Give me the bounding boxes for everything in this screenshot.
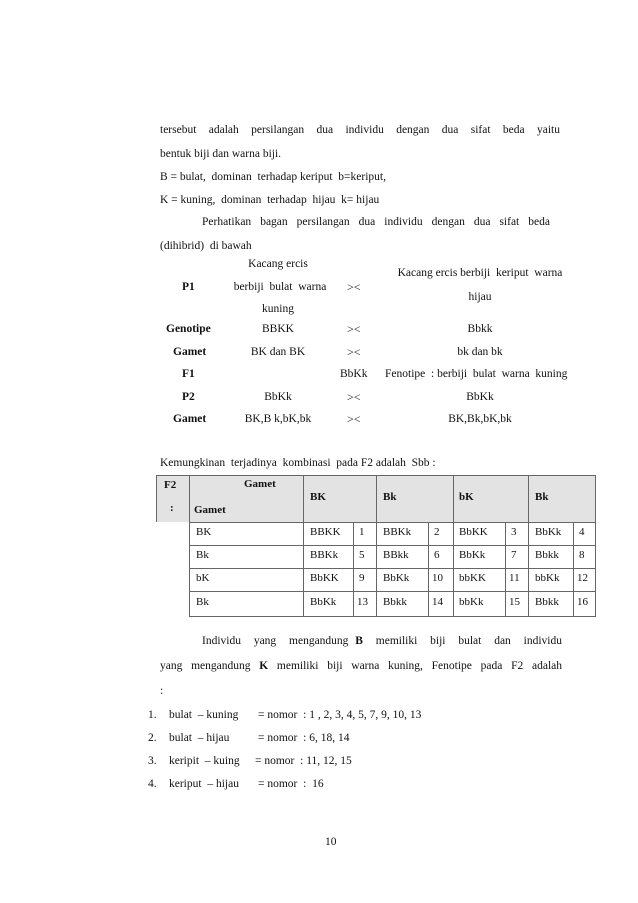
- number-cell: 7: [511, 549, 517, 561]
- word: F2: [511, 660, 524, 672]
- number-cell: 4: [579, 526, 585, 538]
- word: biji: [327, 660, 343, 672]
- row-gamet: BK: [196, 526, 212, 538]
- phenotype-value: = nomor : 1 , 2, 3, 4, 5, 7, 9, 10, 13: [258, 709, 422, 721]
- genotype-cell: BbKk: [383, 572, 410, 584]
- f1-label: F1: [182, 368, 195, 380]
- table-border: [189, 475, 190, 617]
- number-cell: 16: [577, 596, 588, 608]
- column-header: bK: [459, 491, 474, 503]
- genotype-cell: bbKK: [459, 572, 486, 584]
- genotype-cell: BbKK: [459, 526, 488, 538]
- word: biji: [430, 635, 446, 647]
- table-border: [528, 475, 529, 617]
- list-number: 1.: [148, 709, 157, 721]
- word: dengan: [431, 216, 465, 228]
- number-cell: 11: [509, 572, 520, 584]
- word: Perhatikan: [202, 216, 252, 228]
- word: B: [355, 635, 363, 647]
- phenotype-value: = nomor : 6, 18, 14: [258, 732, 350, 744]
- genotype-cell: Bbkk: [383, 596, 407, 608]
- word: dua: [358, 216, 376, 228]
- column-header: BK: [310, 491, 326, 503]
- cross-symbol: ><: [347, 345, 361, 359]
- paragraph2-line1: [202, 216, 550, 228]
- genotipe-right: Bbkk: [467, 323, 493, 335]
- gamet2-label: Gamet: [173, 413, 207, 425]
- p1-label: P1: [182, 281, 195, 293]
- genotype-cell: BbKk: [535, 526, 562, 538]
- table-border: [573, 522, 574, 617]
- number-cell: 8: [579, 549, 585, 561]
- word: kuning,: [388, 660, 423, 672]
- paragraph1-line1: [160, 124, 560, 136]
- p1-left-line1: Kacang ercis: [248, 258, 308, 270]
- p1-left-line3: kuning: [262, 303, 294, 315]
- word: pada: [480, 660, 503, 672]
- word: bulat: [458, 635, 482, 647]
- p1-right-line2: hijau: [468, 291, 492, 303]
- p2-right: BbKk: [466, 391, 494, 403]
- list-number: 2.: [148, 732, 157, 744]
- genotipe-left: BBKK: [262, 323, 294, 335]
- number-cell: 6: [434, 549, 440, 561]
- paragraph3-line3: :: [160, 685, 164, 697]
- number-cell: 3: [511, 526, 517, 538]
- word: adalah: [531, 660, 562, 672]
- word: tersebut: [160, 124, 197, 136]
- genotype-cell: BBKK: [310, 526, 341, 538]
- f2-intro: Kemungkinan terjadinya kombinasi pada F2 adalah Sbb :: [160, 457, 436, 469]
- word: mengandung: [289, 635, 349, 647]
- genotype-cell: BBKk: [310, 549, 339, 561]
- phenotype-name: keriput – hijau: [169, 778, 239, 790]
- corner-gamet-top: Gamet: [244, 478, 276, 490]
- genotipe-label: Genotipe: [166, 323, 211, 335]
- word: K: [259, 660, 269, 672]
- cross-symbol: ><: [347, 390, 361, 404]
- p1-right-line1: Kacang ercis berbiji keriput warna: [397, 267, 563, 279]
- number-cell: 5: [359, 549, 365, 561]
- table-border: [376, 475, 377, 617]
- f1-right: Fenotipe : berbiji bulat warna kuning: [385, 368, 568, 380]
- word: mengandung: [191, 660, 251, 672]
- number-cell: 14: [432, 596, 443, 608]
- column-header: Bk: [535, 491, 549, 503]
- number-cell: 12: [577, 572, 588, 584]
- word: adalah: [208, 124, 239, 136]
- number-cell: 9: [359, 572, 365, 584]
- phenotype-name: keripit – kuing: [169, 755, 240, 767]
- phenotype-value: = nomor : 16: [258, 778, 324, 790]
- cross-symbol: ><: [347, 280, 361, 294]
- table-border: [189, 591, 596, 592]
- corner-f2: F2: [164, 479, 177, 491]
- corner-colon: :: [170, 502, 174, 514]
- genotype-cell: Bbkk: [535, 549, 559, 561]
- f2-table: [156, 475, 596, 617]
- p2-left: BbKk: [264, 391, 292, 403]
- table-border: [189, 568, 596, 569]
- word: sifat: [470, 124, 491, 136]
- word: individu: [523, 635, 562, 647]
- table-border: [156, 475, 157, 522]
- word: dua: [473, 216, 491, 228]
- word: Fenotipe: [431, 660, 472, 672]
- genotype-cell: BbKK: [310, 572, 339, 584]
- genotype-cell: BbKk: [310, 596, 337, 608]
- corner-gamet-left: Gamet: [194, 504, 226, 516]
- word: sifat: [499, 216, 520, 228]
- word: bagan: [260, 216, 288, 228]
- word: beda: [528, 216, 550, 228]
- table-border: [428, 522, 429, 617]
- word: individu: [384, 216, 423, 228]
- row-gamet: Bk: [196, 596, 209, 608]
- cross-symbol: ><: [347, 322, 361, 336]
- p2-label: P2: [182, 391, 195, 403]
- gamet1-label: Gamet: [173, 346, 207, 358]
- p1-left-line2: berbiji bulat warna: [233, 281, 327, 293]
- table-border: [189, 545, 596, 546]
- row-gamet: Bk: [196, 549, 209, 561]
- genotype-cell: BBkk: [383, 549, 409, 561]
- paragraph1-line2: bentuk biji dan warna biji.: [160, 148, 282, 160]
- table-border: [303, 475, 304, 617]
- number-cell: 15: [509, 596, 520, 608]
- genotype-cell: bbKk: [535, 572, 560, 584]
- word: memiliki: [375, 635, 418, 647]
- genotype-cell: Bbkk: [535, 596, 559, 608]
- table-border: [353, 522, 354, 617]
- word: memiliki: [276, 660, 319, 672]
- number-cell: 2: [434, 526, 440, 538]
- paragraph2-line2: (dihibrid) di bawah: [160, 240, 252, 252]
- table-border: [189, 522, 596, 523]
- word: persilangan: [251, 124, 305, 136]
- word: beda: [502, 124, 525, 136]
- cross-symbol: ><: [347, 412, 361, 426]
- word: Individu: [202, 635, 241, 647]
- phenotype-name: bulat – hijau: [169, 732, 230, 744]
- paragraph1-line3: B = bulat, dominan terhadap keriput b=keriput,: [160, 171, 386, 183]
- paragraph3-line2: [160, 660, 562, 672]
- gamet2-right: BK,Bk,bK,bk: [448, 413, 512, 425]
- genotype-cell: BBKk: [383, 526, 412, 538]
- table-border: [453, 475, 454, 617]
- word: warna: [351, 660, 380, 672]
- number-cell: 13: [357, 596, 368, 608]
- word: persilangan: [296, 216, 350, 228]
- phenotype-value: = nomor : 11, 12, 15: [255, 755, 352, 767]
- list-number: 3.: [148, 755, 157, 767]
- word: dua: [441, 124, 459, 136]
- paragraph1-line4: K = kuning, dominan terhadap hijau k= hijau: [160, 194, 380, 206]
- table-border: [505, 522, 506, 617]
- word: dua: [316, 124, 334, 136]
- number-cell: 1: [359, 526, 365, 538]
- word: individu: [345, 124, 384, 136]
- paragraph3-line1: [202, 635, 562, 647]
- word: yang: [160, 660, 183, 672]
- word: yang: [253, 635, 277, 647]
- row-gamet: bK: [196, 572, 210, 584]
- f1-middle: BbKk: [340, 368, 368, 380]
- table-border: [595, 475, 596, 617]
- table-border: [189, 616, 596, 617]
- gamet1-right: bk dan bk: [457, 346, 503, 358]
- number-cell: 10: [432, 572, 443, 584]
- list-number: 4.: [148, 778, 157, 790]
- gamet2-left: BK,B k,bK,bk: [244, 413, 312, 425]
- gamet1-left: BK dan BK: [250, 346, 306, 358]
- page-number: 10: [325, 836, 337, 848]
- word: dengan: [396, 124, 430, 136]
- word: yaitu: [536, 124, 560, 136]
- genotype-cell: bbKk: [459, 596, 484, 608]
- column-header: Bk: [383, 491, 397, 503]
- phenotype-name: bulat – kuning: [169, 709, 239, 721]
- genotype-cell: BbKk: [459, 549, 486, 561]
- word: dan: [494, 635, 511, 647]
